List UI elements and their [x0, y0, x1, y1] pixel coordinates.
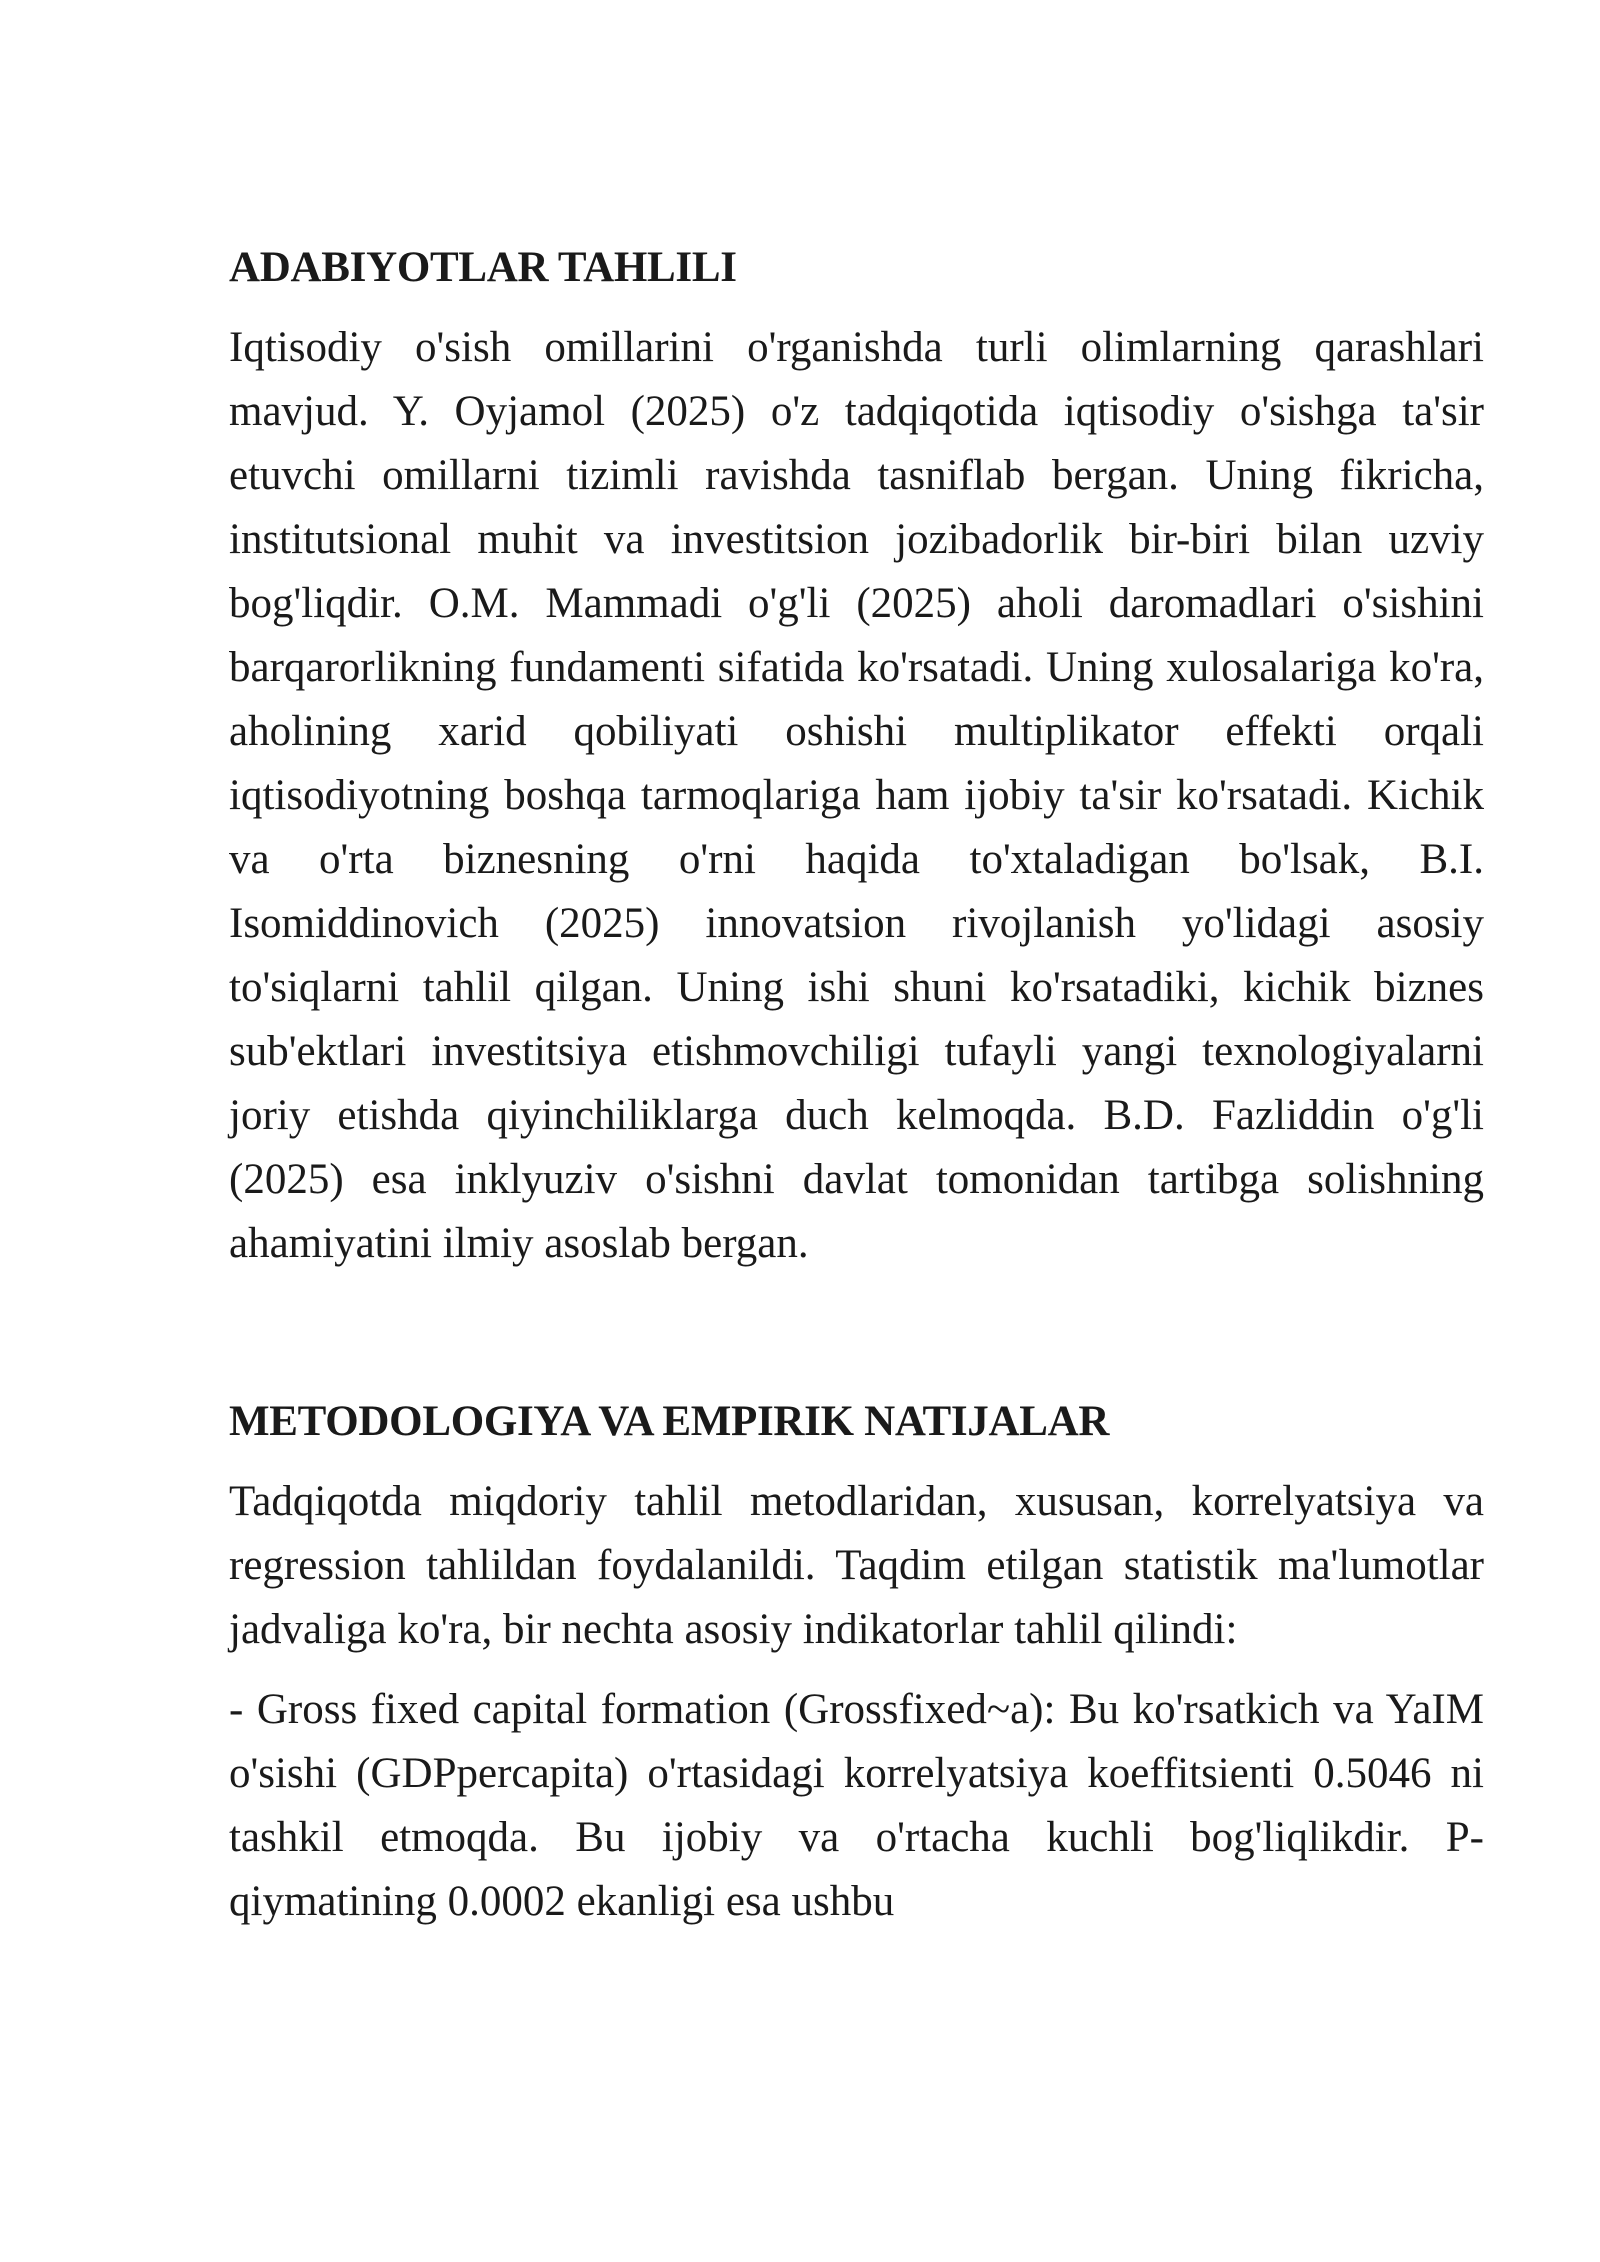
- gross-fixed-capital-paragraph: - Gross fixed capital formation (Grossfixed~a): Bu ko'rsatkich va YaIM o'sishi (GDPpercapita) o'rtasidagi korrelyatsiya koeffitsienti 0.5046 ni tashkil etmoqda. Bu ijobiy va o'rtacha kuchli bog'liqlikdir. P-qiymatining 0.0002 ekanligi esa ushbu: [229, 1686, 1484, 1925]
- literature-review-heading: ADABIYOTLAR TAHLILI: [229, 244, 737, 291]
- literature-review-section: [229, 240, 1484, 1276]
- methodology-section: [229, 1394, 1484, 1934]
- methodology-heading: METODOLOGIYA VA EMPIRIK NATIJALAR: [229, 1398, 1110, 1445]
- methodology-paragraph: Tadqiqotda miqdoriy tahlil metodlaridan, xususan, korrelyatsiya va regression tahlildan foydalanildi. Taqdim etilgan statistik ma'lumotlar jadvaliga ko'ra, bir nechta asosiy indikatorlar tahlil qilindi:: [229, 1478, 1484, 1653]
- literature-review-paragraph: Iqtisodiy o'sish omillarini o'rganishda turli olimlarning qarashlari mavjud. Y. Oyjamol (2025) o'z tadqiqotida iqtisodiy o'sishga ta'sir etuvchi omillarni tizimli ravishda tasniflab bergan. Uning fikricha, institutsional muhit va investitsion jozibadorlik bir-biri bilan uzviy bog'liqdir. O.M. Mammadi o'g'li (2025) aholi daromadlari o'sishini barqarorlikning fundamenti sifatida ko'rsatadi. Uning xulosalariga ko'ra, aholining xarid qobiliyati oshishi multiplikator effekti orqali iqtisodiyotning boshqa tarmoqlariga ham ijobiy ta'sir ko'rsatadi. Kichik va o'rta biznesning o'rni haqida to'xtaladigan bo'lsak, B.I. Isomiddinovich (2025) innovatsion rivojlanish yo'lidagi asosiy to'siqlarni tahlil qilgan. Uning ishi shuni ko'rsatadiki, kichik biznes sub'ektlari investitsiya etishmovchiligi tufayli yangi texnologiyalarni joriy etishda qiyinchiliklarga duch kelmoqda. B.D. Fazliddin o'g'li (2025) esa inklyuziv o'sishni davlat tomonidan tartibga solishning ahamiyatini ilmiy asoslab bergan.: [229, 324, 1484, 1267]
- document-page: [229, 240, 1484, 1934]
